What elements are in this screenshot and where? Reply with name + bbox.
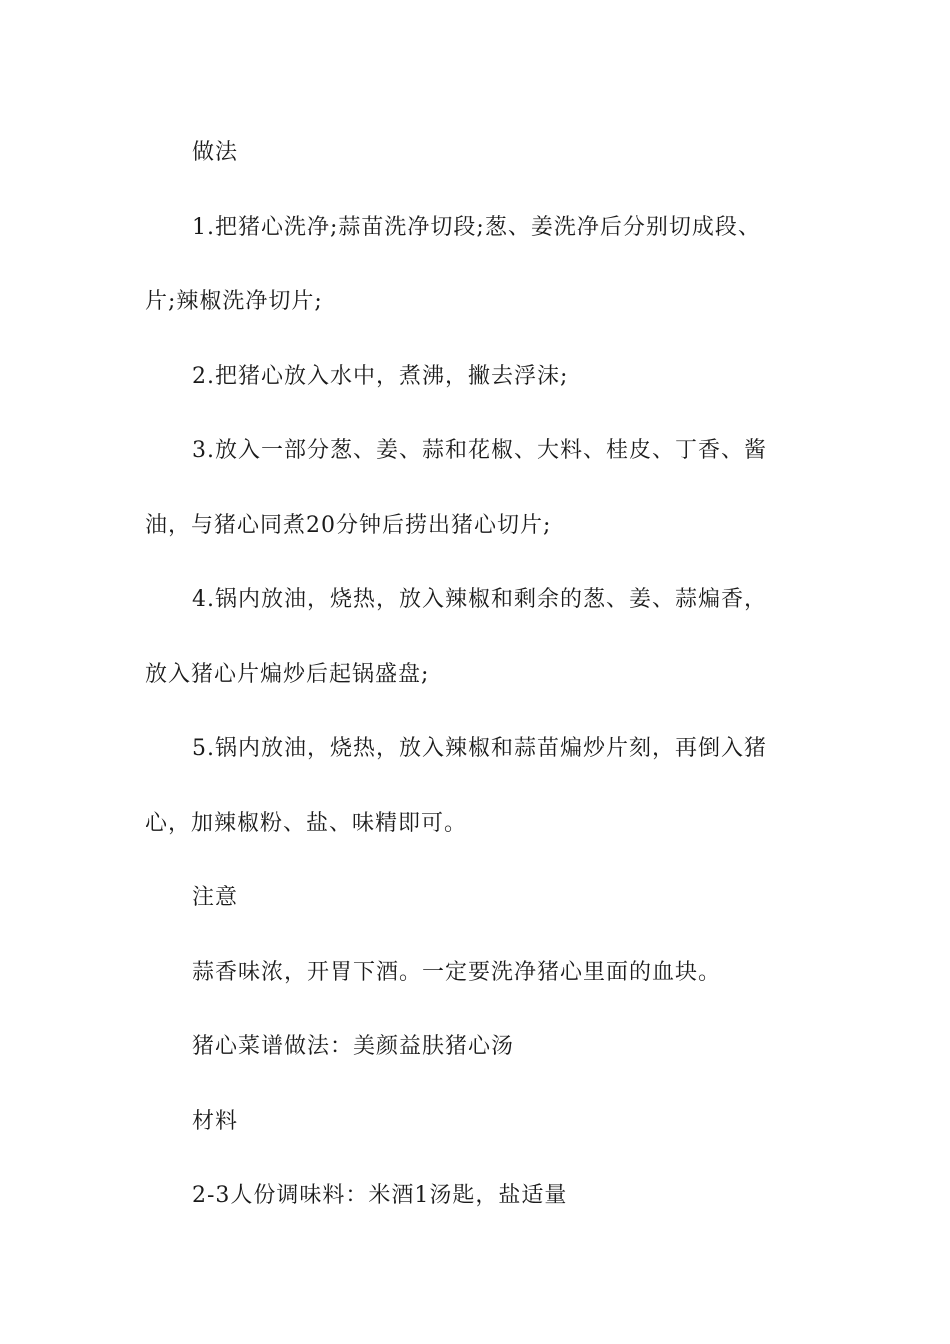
step-4-line-2: 放入猪心片煸炒后起锅盛盘;	[145, 662, 430, 687]
step-4-line-1: 4.锅内放油，烧热，放入辣椒和剩余的葱、姜、蒜煸香，	[192, 587, 767, 612]
heading-notes: 注意	[192, 885, 239, 910]
notes-text: 蒜香味浓，开胃下酒。一定要洗净猪心里面的血块。	[192, 960, 722, 985]
step-2-line: 2.把猪心放入水中，煮沸，撇去浮沫;	[192, 364, 569, 389]
step-5-line-1: 5.锅内放油，烧热，放入辣椒和蒜苗煸炒片刻，再倒入猪	[192, 736, 767, 761]
heading-ingredients: 材料	[192, 1109, 239, 1134]
step-3-line-1: 3.放入一部分葱、姜、蒜和花椒、大料、桂皮、丁香、酱	[192, 438, 767, 463]
step-3-line-2: 油，与猪心同煮20分钟后捞出猪心切片;	[145, 513, 552, 538]
seasoning-line: 2-3人份调味料：米酒1汤匙，盐适量	[192, 1183, 568, 1208]
recipe-title: 猪心菜谱做法：美颜益肤猪心汤	[192, 1034, 515, 1059]
step-5-line-2: 心，加辣椒粉、盐、味精即可。	[145, 811, 468, 836]
heading-method: 做法	[192, 140, 239, 165]
step-1-line-1: 1.把猪心洗净;蒜苗洗净切段;葱、姜洗净后分别切成段、	[192, 215, 761, 240]
step-1-line-2: 片;辣椒洗净切片;	[145, 289, 323, 314]
